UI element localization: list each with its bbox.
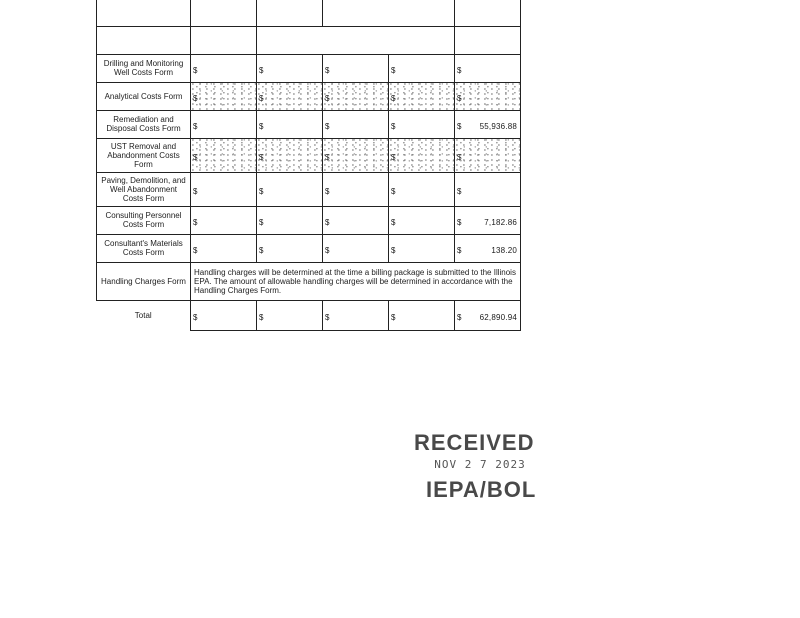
money-cell-total: $ 7,182.86 (455, 206, 521, 234)
table-row (97, 110, 521, 138)
row-label: Drilling and Monitoring Well Costs Form (97, 54, 191, 82)
money-cell: $ (323, 54, 389, 82)
money-cell: $ (191, 82, 257, 110)
money-cell: $ (389, 206, 455, 234)
table-row (97, 54, 521, 82)
budget-summary-table (96, 0, 521, 331)
money-cell: $ (191, 54, 257, 82)
money-cell: $ (191, 138, 257, 172)
money-cell-total: $ (455, 138, 521, 172)
received-stamp (414, 430, 540, 503)
money-cell: $ (257, 300, 323, 330)
money-cell: $ (257, 206, 323, 234)
total-label: Total (97, 300, 191, 330)
table-row-blank (97, 26, 521, 54)
money-cell-total: $ 55,936.88 (455, 110, 521, 138)
money-cell: $ (191, 172, 257, 206)
money-cell: $ (323, 206, 389, 234)
stamp-title: RECEIVED (414, 430, 535, 455)
stamp-date: NOV 2 7 2023 (434, 458, 526, 471)
handling-note: Handling charges will be determined at the time a billing package is submitted to the Illinois EPA. The amount of allowable handling charges will be determined in accordance with the Handling Charges Form. (191, 262, 521, 300)
money-cell: $ (323, 82, 389, 110)
money-cell: $ (257, 110, 323, 138)
money-cell: $ (389, 300, 455, 330)
stamp-office: IEPA/BOL (426, 477, 537, 502)
money-cell: $ (191, 234, 257, 262)
money-cell: $ (191, 206, 257, 234)
money-cell: $ (389, 54, 455, 82)
row-label: Analytical Costs Form (97, 82, 191, 110)
money-cell: $ (323, 300, 389, 330)
row-label: Remediation and Disposal Costs Form (97, 110, 191, 138)
money-cell: $ (323, 234, 389, 262)
money-cell: $ (191, 110, 257, 138)
money-cell-total: $ 138.20 (455, 234, 521, 262)
row-label: Handling Charges Form (97, 262, 191, 300)
money-cell: $ (257, 234, 323, 262)
money-cell: $ (389, 172, 455, 206)
row-label: Paving, Demolition, and Well Abandonment Costs Form (97, 172, 191, 206)
table-row-total (97, 300, 521, 330)
table-row (97, 206, 521, 234)
row-label: UST Removal and Abandonment Costs Form (97, 138, 191, 172)
money-cell: $ (389, 138, 455, 172)
table-row-handling (97, 262, 521, 300)
money-cell-total: $ (455, 82, 521, 110)
money-cell: $ (257, 54, 323, 82)
table-row-cropped (97, 0, 521, 26)
money-cell: $ (389, 110, 455, 138)
money-cell: $ (257, 138, 323, 172)
table-row (97, 82, 521, 110)
money-cell: $ (191, 300, 257, 330)
money-cell: $ (257, 82, 323, 110)
money-cell: $ (389, 234, 455, 262)
money-cell-total: $ (455, 172, 521, 206)
table-row (97, 234, 521, 262)
money-cell-total: $ (455, 54, 521, 82)
money-cell: $ (257, 172, 323, 206)
money-cell: $ (389, 82, 455, 110)
row-label: Consulting Personnel Costs Form (97, 206, 191, 234)
money-cell: $ (323, 172, 389, 206)
money-cell: $ (323, 138, 389, 172)
money-cell-total: $ 62,890.94 (455, 300, 521, 330)
row-label: Consultant's Materials Costs Form (97, 234, 191, 262)
table-row (97, 172, 521, 206)
money-cell: $ (323, 110, 389, 138)
table-row (97, 138, 521, 172)
